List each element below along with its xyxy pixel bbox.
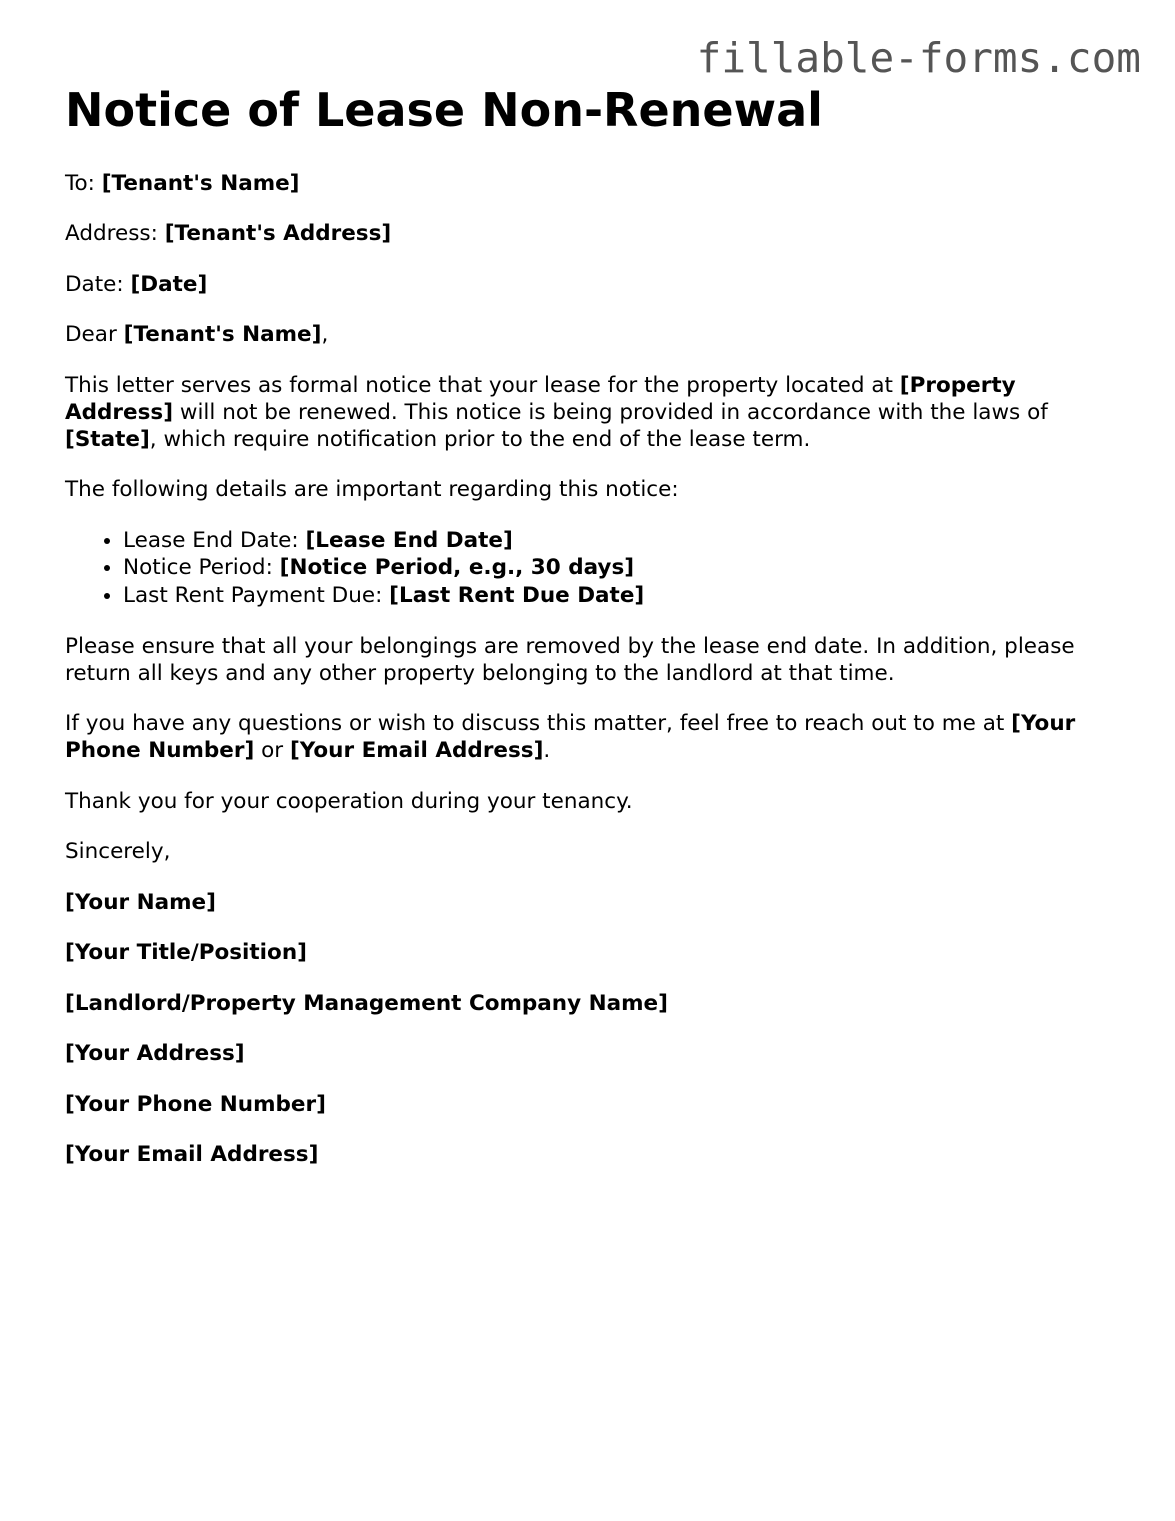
list-item — [123, 527, 1125, 555]
tenant-address-placeholder: [Tenant's Address] — [164, 221, 392, 247]
signature-company — [65, 990, 1125, 1017]
notice-text-3: , which require notification prior to the end of the lease term. — [149, 426, 811, 452]
detail-value: [Lease End Date] — [305, 527, 513, 553]
salutation-prefix: Dear — [65, 322, 124, 348]
list-item — [123, 554, 1125, 582]
signature-email-text: [Your Email Address] — [65, 1142, 319, 1168]
property-address-placeholder: [Property Address] — [65, 372, 1016, 425]
page-title: Notice of Lease Non-Renewal — [65, 83, 823, 137]
notice-paragraph — [65, 372, 1125, 453]
signature-email — [65, 1141, 1125, 1168]
signature-company-text: [Landlord/Property Management Company Name] — [65, 990, 668, 1016]
signature-phone-text: [Your Phone Number] — [65, 1091, 326, 1117]
detail-label: Last Rent Payment Due: — [123, 582, 390, 608]
closing-line: Sincerely, — [65, 839, 171, 865]
contact-text-1: If you have any questions or wish to discuss this matter, feel free to reach out to me at — [65, 711, 1012, 737]
signature-title-text: [Your Title/Position] — [65, 940, 307, 966]
state-placeholder: [State] — [65, 426, 150, 452]
to-line — [65, 170, 1125, 197]
date-label: Date: — [65, 271, 131, 297]
list-item — [123, 582, 1125, 610]
salutation — [65, 321, 1125, 348]
date-line — [65, 271, 1125, 298]
signature-block — [65, 889, 1125, 1169]
salutation-tenant-name: [Tenant's Name] — [123, 322, 322, 348]
contact-text-2: or — [254, 738, 290, 764]
detail-label: Notice Period: — [123, 555, 280, 581]
belongings-paragraph: Please ensure that all your belongings are removed by the lease end date. In addition, please return all keys and any other property belonging to the landlord at that time. — [65, 633, 1075, 686]
contact-paragraph — [65, 710, 1125, 764]
signature-phone — [65, 1091, 1125, 1118]
email-placeholder: [Your Email Address] — [289, 738, 544, 764]
phone-placeholder: [Your Phone Number] — [65, 711, 1076, 764]
address-line — [65, 220, 1125, 247]
notice-text-2: will not be renewed. This notice is being provided in accordance with the laws of — [173, 399, 1048, 425]
watermark: fillable-forms.com — [696, 34, 1141, 82]
salutation-suffix: , — [321, 322, 329, 348]
detail-value: [Notice Period, e.g., 30 days] — [279, 555, 635, 581]
thanks-line: Thank you for your cooperation during your tenancy. — [65, 788, 633, 814]
signature-name — [65, 889, 1125, 916]
notice-text-1: This letter serves as formal notice that your lease for the property located at — [65, 372, 900, 398]
document-page — [65, 84, 1125, 1192]
tenant-name-placeholder: [Tenant's Name] — [101, 170, 300, 196]
to-label: To: — [65, 170, 102, 196]
details-intro: The following details are important regarding this notice: — [65, 477, 679, 503]
address-label: Address: — [65, 221, 165, 247]
signature-address — [65, 1040, 1125, 1067]
date-placeholder: [Date] — [130, 271, 208, 297]
detail-value: [Last Rent Due Date] — [389, 582, 645, 608]
signature-title — [65, 939, 1125, 966]
signature-name-text: [Your Name] — [65, 889, 216, 915]
signature-address-text: [Your Address] — [65, 1041, 245, 1067]
contact-text-3: . — [543, 738, 551, 764]
detail-label: Lease End Date: — [123, 527, 306, 553]
details-list — [65, 527, 1125, 610]
